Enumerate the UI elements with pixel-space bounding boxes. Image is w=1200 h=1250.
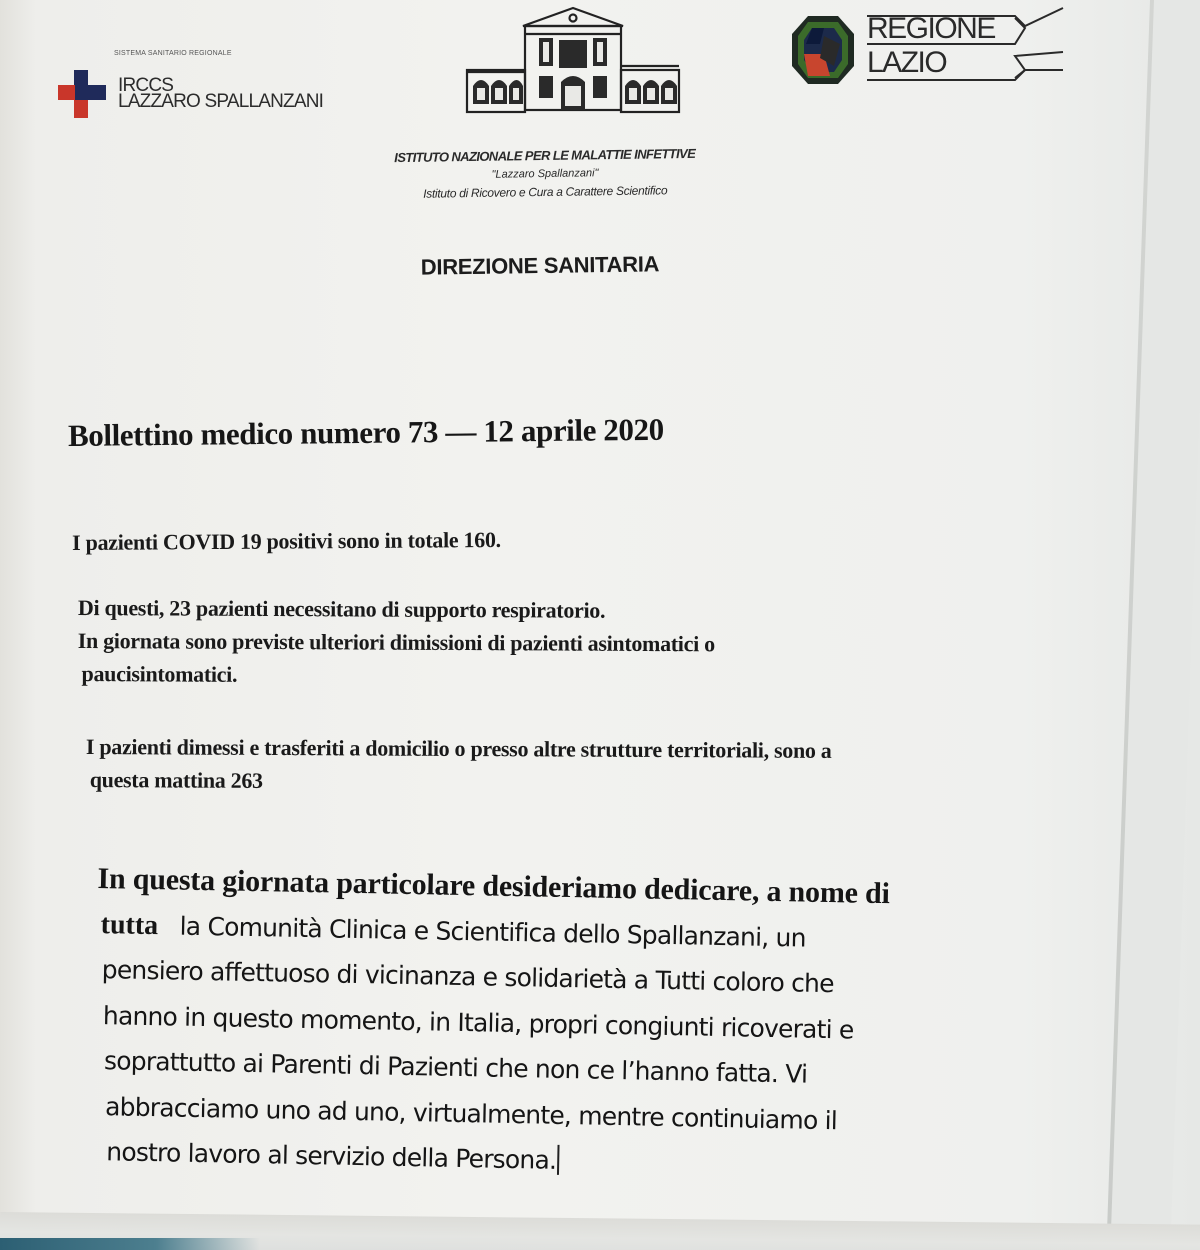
text-line: paucisintomatici. <box>81 661 238 687</box>
department-title: DIREZIONE SANITARIA <box>420 251 660 280</box>
text-line: soprattutto ai Parenti di Pazienti che non ce l’hanno fatta. Vi <box>103 1046 808 1089</box>
text-line: I pazienti COVID 19 positivi sono in totale 160. <box>72 527 501 555</box>
text-line: pensiero affettuoso di vicinanza e solidarietà a Tutti coloro che <box>101 955 835 999</box>
logo-line-irccs: IRCCS <box>118 75 174 96</box>
text-line: questa mattina 263 <box>89 767 263 793</box>
bulletin-title: Bollettino medico numero 73 — 12 aprile 2020 <box>67 411 664 453</box>
system-label: SISTEMA SANITARIO REGIONALE <box>114 50 232 57</box>
text-word: tutta <box>100 908 159 941</box>
paragraph-discharged <box>86 730 832 800</box>
logo-line-regione: REGIONE <box>867 12 995 45</box>
text-cursor <box>557 1145 560 1175</box>
page-margin-right <box>1110 0 1200 1250</box>
logo-line-lazio: LAZIO <box>867 46 947 79</box>
building-facade-icon <box>465 4 681 116</box>
cross-logo-icon <box>58 70 106 118</box>
text-line: hanno in questo momento, in Italia, propri congiunti ricoverati e <box>102 1000 854 1045</box>
institute-header <box>330 145 761 202</box>
regione-lazio-logo <box>785 6 1075 86</box>
text-line: Di questi, 23 pazienti necessitano di supporto respiratorio. <box>77 594 606 623</box>
taskbar-fragment <box>0 1238 260 1250</box>
text-segment: la Comunità Clinica e Scientifica dello Spallanzani, un <box>179 911 806 953</box>
institute-subtitle: "Lazzaro Spallanzani" <box>491 167 599 181</box>
text-line: In giornata sono previste ulteriori dimissioni di pazienti asintomatici o <box>77 627 715 657</box>
text-segment: nostro lavoro al servizio della Persona. <box>106 1137 557 1175</box>
text-line: abbracciamo uno ad uno, virtualmente, mentre continuiamo il <box>104 1091 838 1135</box>
logo-line-name: LAZZARO SPALLANZANI <box>118 91 324 112</box>
spallanzani-logo <box>58 48 348 128</box>
text-line: I pazienti dimessi e trasferiti a domicilio o presso altre strutture territoriali, sono a <box>85 733 832 763</box>
paragraph-total-positive <box>72 523 501 559</box>
text-line: In questa giornata particolare desideriamo dedicare, a nome di <box>97 861 891 911</box>
regione-lazio-emblem-icon <box>790 14 856 86</box>
institute-type: Istituto di Ricovero e Cura a Carattere Scientifico <box>423 183 668 201</box>
paragraph-respiratory-support <box>77 591 715 693</box>
dedication-message[interactable] <box>92 856 1038 1192</box>
institute-name: ISTITUTO NAZIONALE PER LE MALATTIE INFETTIVE <box>394 145 696 166</box>
